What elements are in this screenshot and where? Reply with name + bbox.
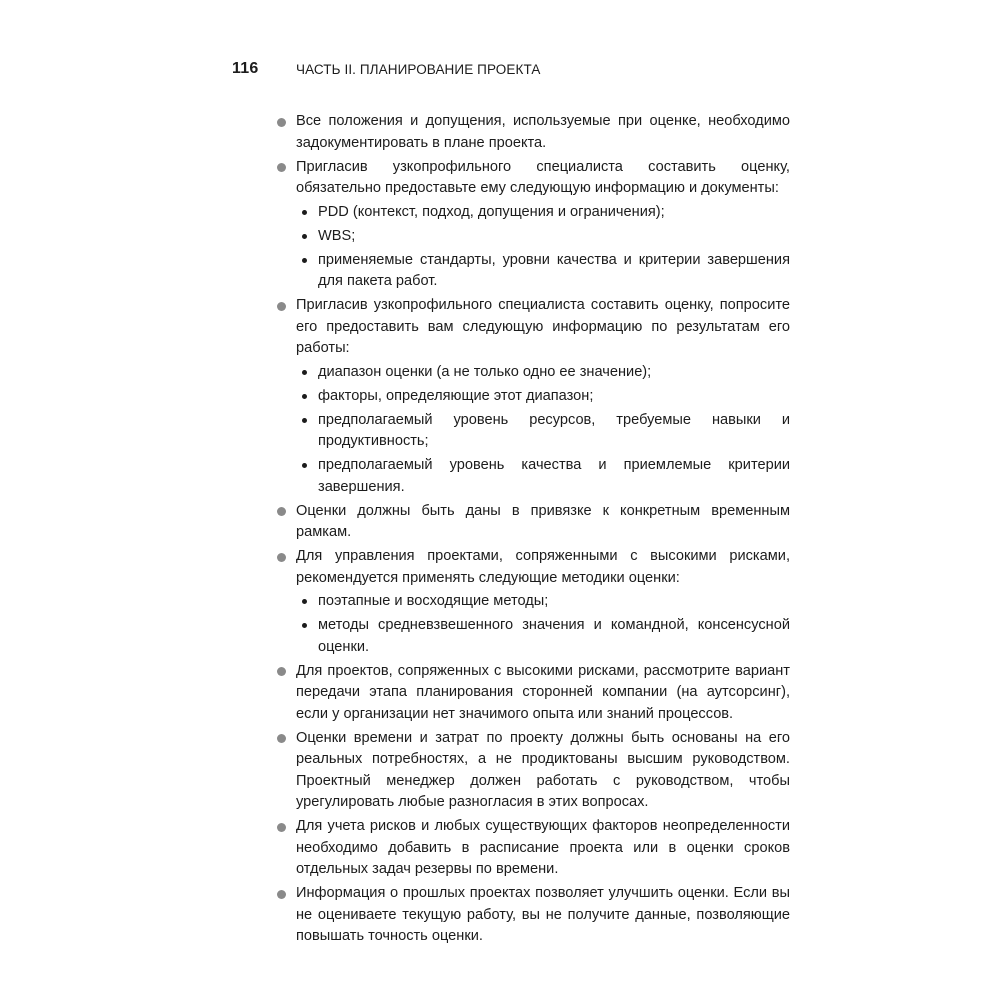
sub-bullet-text: методы средневзвешенного значения и командной, консенсусной оценки. xyxy=(318,617,790,655)
small-black-bullet-icon xyxy=(302,370,307,375)
small-black-bullet-icon xyxy=(302,258,307,263)
gray-round-bullet-icon xyxy=(277,507,286,516)
sub-bullet-list xyxy=(296,591,790,658)
bullet-item xyxy=(274,816,790,881)
bullet-text: Все положения и допущения, используемые при оценке, необходимо задокументировать в плане проекта. xyxy=(296,113,790,151)
sub-bullet-item xyxy=(296,202,790,224)
sub-bullet-item xyxy=(296,410,790,453)
sub-bullet-text: WBS; xyxy=(318,227,356,244)
sub-bullet-text: применяемые стандарты, уровни качества и критерии завершения для пакета работ. xyxy=(318,251,790,289)
bullet-text: Для учета рисков и любых существующих факторов неопределенности необходимо добавить в расписание проекта или в оценки сроков отдельных задач резервы по времени. xyxy=(296,818,790,877)
sub-bullet-item xyxy=(296,455,790,498)
small-black-bullet-icon xyxy=(302,599,307,604)
sub-bullet-item xyxy=(296,386,790,408)
bullet-item xyxy=(274,546,790,658)
bullet-item xyxy=(274,883,790,948)
sub-bullet-item xyxy=(296,362,790,384)
sub-bullet-text: диапазон оценки (а не только одно ее значение); xyxy=(318,363,652,380)
bullet-item xyxy=(274,111,790,154)
gray-round-bullet-icon xyxy=(277,302,286,311)
sub-bullet-item xyxy=(296,226,790,248)
bullet-item xyxy=(274,501,790,544)
bullet-item xyxy=(274,295,790,498)
gray-round-bullet-icon xyxy=(277,667,286,676)
page-body xyxy=(274,111,790,950)
bullet-text: Для управления проектами, сопряженными с высокими рисками, рекомендуется применять следующие методики оценки: xyxy=(296,548,790,586)
bullet-text: Информация о прошлых проектах позволяет улучшить оценки. Если вы не оцениваете текущую работу, вы не получите данные, позволяющие повышать точность оценки. xyxy=(296,885,790,944)
bullet-item xyxy=(274,728,790,814)
small-black-bullet-icon xyxy=(302,463,307,468)
sub-bullet-item xyxy=(296,250,790,293)
sub-bullet-text: предполагаемый уровень ресурсов, требуемые навыки и продуктивность; xyxy=(318,411,790,449)
bullet-text: Оценки должны быть даны в привязке к конкретным временным рамкам. xyxy=(296,502,790,540)
small-black-bullet-icon xyxy=(302,418,307,423)
sub-bullet-text: предполагаемый уровень качества и приемлемые критерии завершения. xyxy=(318,457,790,495)
sub-bullet-text: поэтапные и восходящие методы; xyxy=(318,593,549,609)
gray-round-bullet-icon xyxy=(277,553,286,562)
sub-bullet-list xyxy=(296,362,790,499)
small-black-bullet-icon xyxy=(302,234,307,239)
bullet-list xyxy=(274,111,790,948)
gray-round-bullet-icon xyxy=(277,163,286,172)
bullet-text: Для проектов, сопряженных с высокими рисками, рассмотрите вариант передачи этапа планирования сторонней компании (на аутсорсинг), если у организации нет значимого опыта или знаний процессов. xyxy=(296,662,790,722)
gray-round-bullet-icon xyxy=(277,823,286,832)
sub-bullet-list xyxy=(296,202,790,293)
bullet-text: Оценки времени и затрат по проекту должны быть основаны на его реальных потребностях, а не продиктованы высшим руководством. Проектный менеджер должен работать с руководством, чтобы урегулировать любые разногласия в этих вопросах. xyxy=(296,729,790,810)
gray-round-bullet-icon xyxy=(277,890,286,899)
bullet-item xyxy=(274,157,790,293)
sub-bullet-item xyxy=(296,591,790,613)
running-head xyxy=(232,60,792,82)
page-number: 116 xyxy=(232,60,259,77)
sub-bullet-text: PDD (контекст, подход, допущения и ограничения); xyxy=(318,203,665,220)
sub-bullet-item xyxy=(296,615,790,658)
sub-bullet-text: факторы, определяющие этот диапазон; xyxy=(318,387,594,404)
small-black-bullet-icon xyxy=(302,394,307,399)
gray-round-bullet-icon xyxy=(277,734,286,743)
bullet-text: Пригласив узкопрофильного специалиста составить оценку, обязательно предоставьте ему следующую информацию и документы: xyxy=(296,158,790,196)
gray-round-bullet-icon xyxy=(277,118,286,127)
bullet-text: Пригласив узкопрофильного специалиста составить оценку, попросите его предоставить вам следующую информацию по результатам его работы: xyxy=(296,297,790,356)
bullet-item xyxy=(274,661,790,726)
small-black-bullet-icon xyxy=(302,623,307,628)
part-title: ЧАСТЬ II. ПЛАНИРОВАНИЕ ПРОЕКТА xyxy=(296,62,541,77)
small-black-bullet-icon xyxy=(302,210,307,215)
